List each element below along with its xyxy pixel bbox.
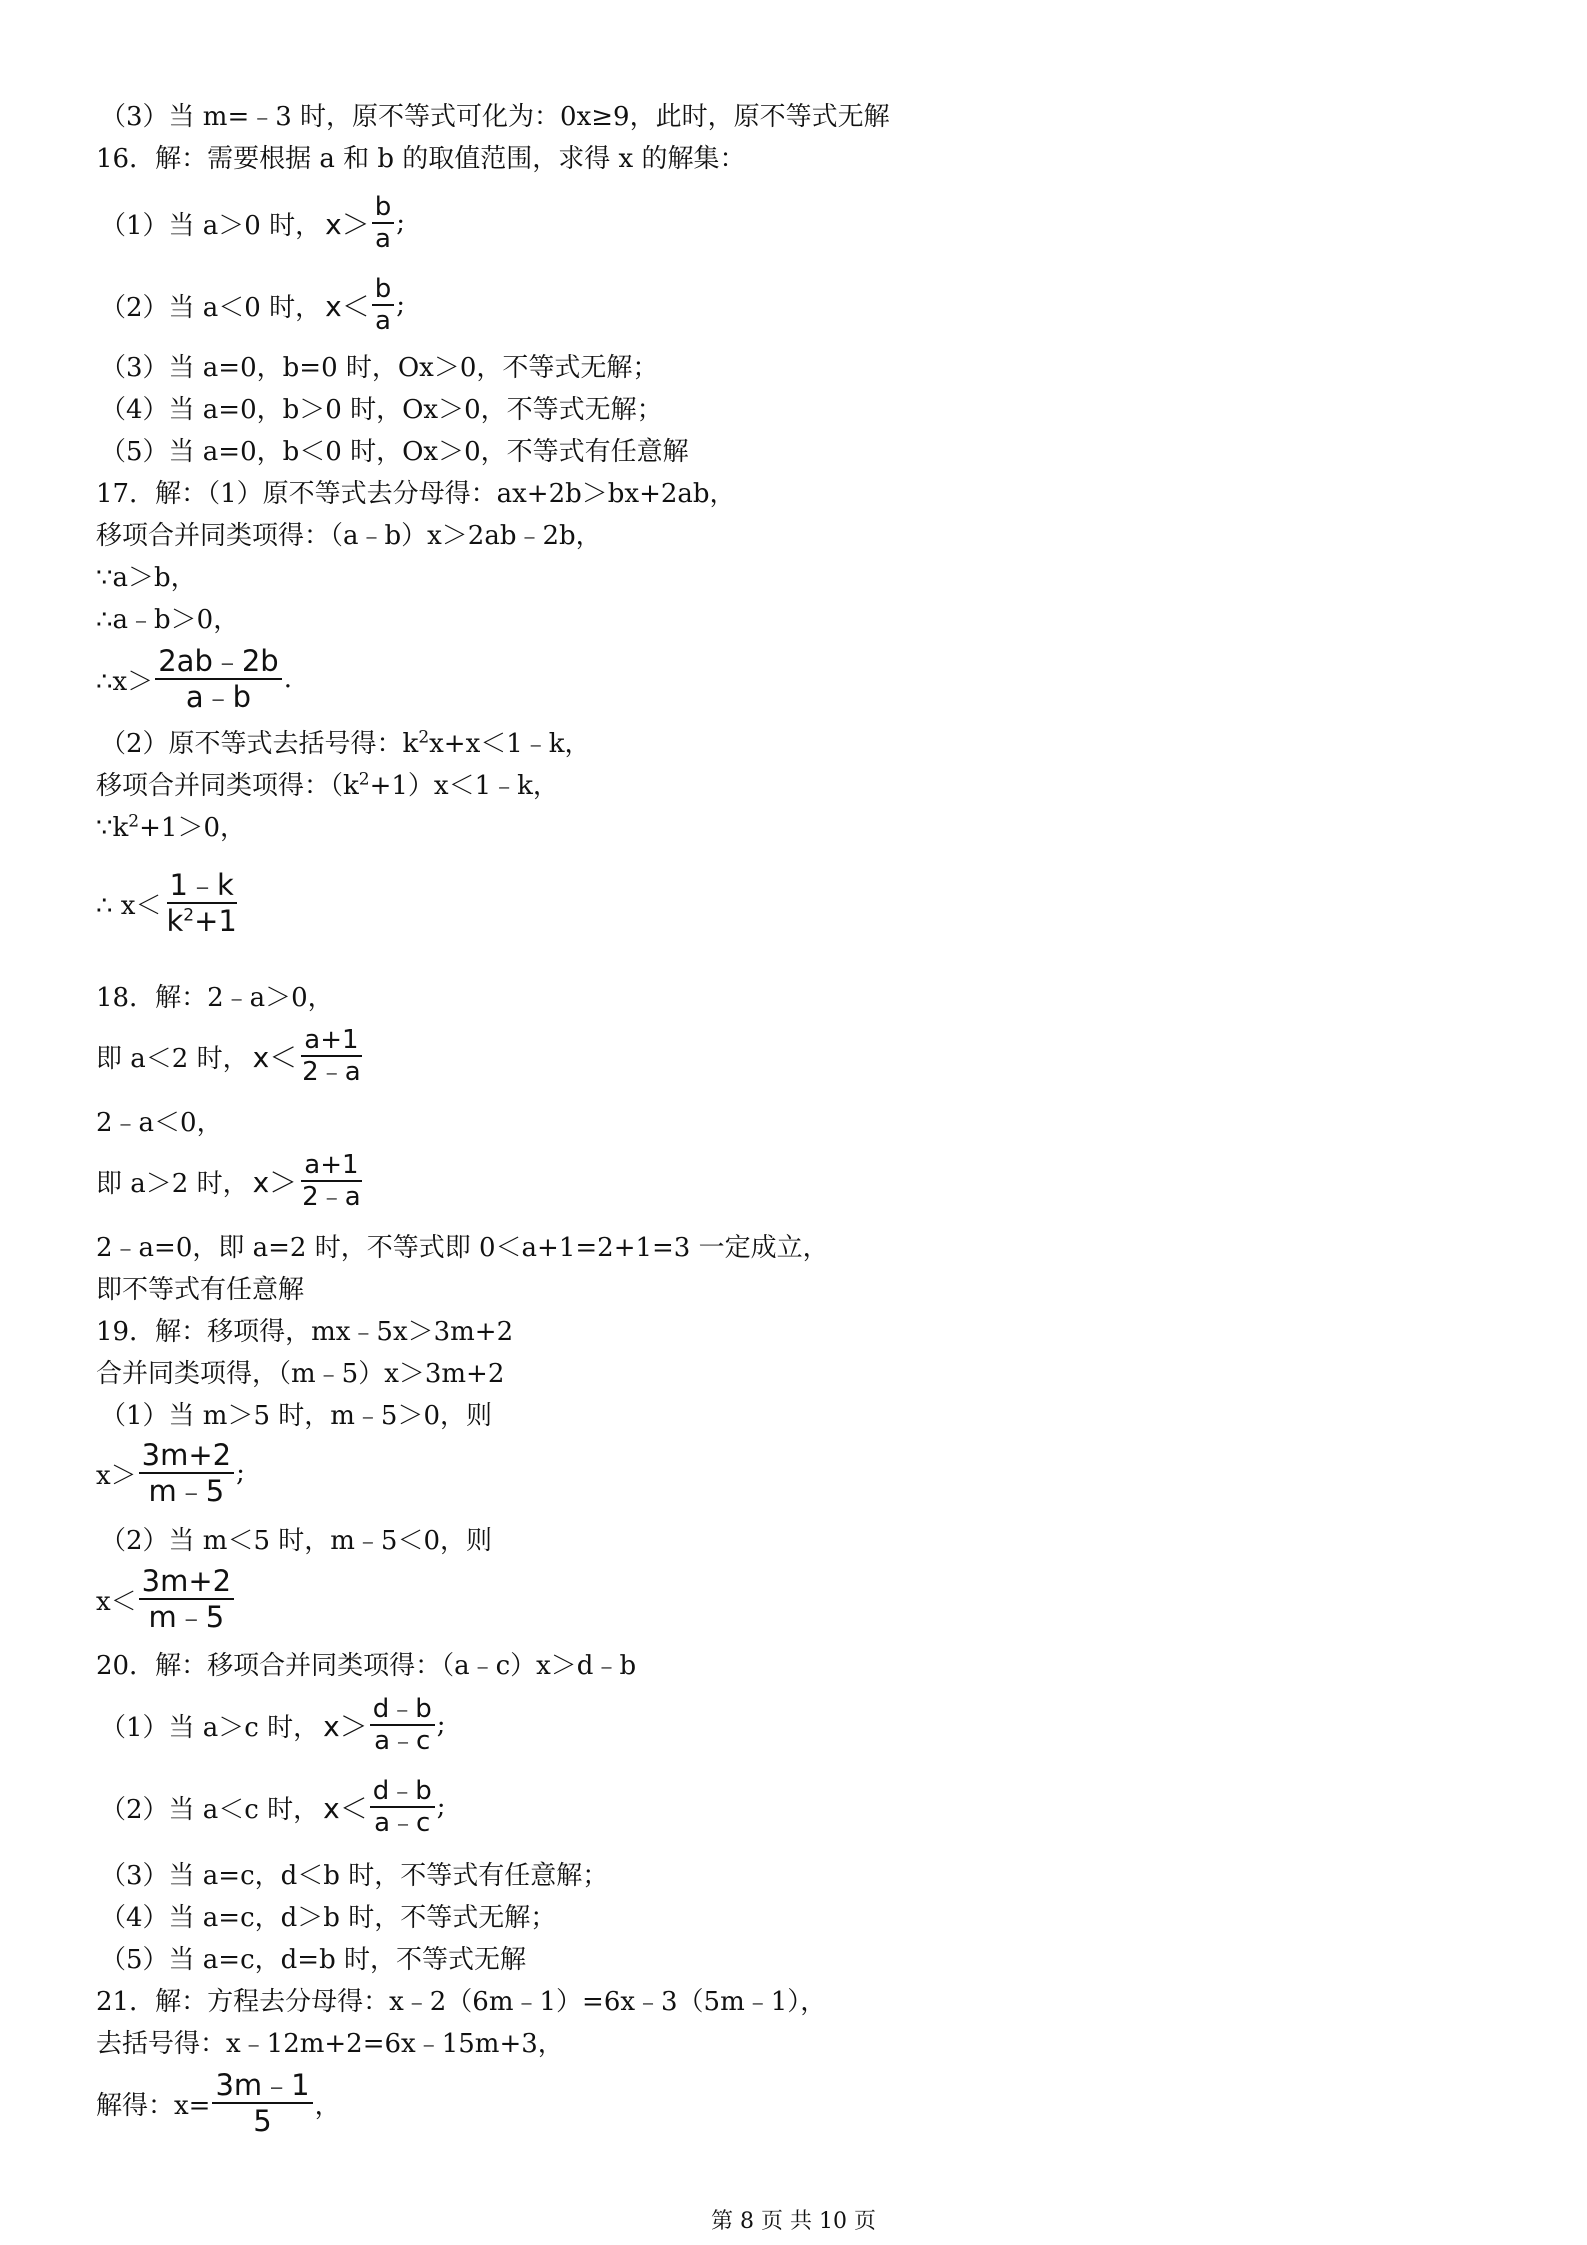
formula-line (96, 1564, 236, 1634)
punct: ; (436, 1710, 446, 1740)
formula-line (100, 192, 405, 254)
punct: ; (396, 208, 405, 238)
text: x＞ (96, 1460, 137, 1491)
exponent: 2 (358, 769, 370, 790)
denominator: a﹣c (374, 1726, 431, 1756)
formula-line (100, 1776, 446, 1838)
numerator: a+1 (301, 1150, 361, 1182)
denominator: a﹣b (185, 680, 252, 714)
formula-line (100, 1694, 446, 1756)
problem-17-heading: 17．解：（1）原不等式去分母得：ax+2b＞bx+2ab， (96, 479, 736, 509)
page-footer: 第 8 页 共 10 页 (711, 2209, 876, 2234)
problem-18-heading: 18．解：2﹣a＞0， (96, 983, 334, 1013)
text-line: 2﹣a=0，即 a=2 时，不等式即 0＜a+1=2+1=3 一定成立， (96, 1233, 829, 1263)
text-line: （4）当 a=0，b＞0 时，Ox＞0，不等式无解； (100, 395, 663, 425)
punct: ; (436, 1792, 446, 1822)
formula-line (96, 644, 292, 714)
denominator: 5 (253, 2104, 272, 2138)
text-line: ∴a﹣b＞0， (96, 605, 240, 635)
math-lhs: x＜ (325, 290, 370, 323)
math-lhs: x＞ (252, 1166, 298, 1199)
numerator: b (372, 274, 395, 306)
text: （1）当 a＞c 时， (100, 1712, 320, 1743)
text-line: （4）当 a=c，d＞b 时，不等式无解； (100, 1903, 557, 1933)
math-lhs: x＜ (323, 1792, 368, 1825)
denominator: 2﹣a (302, 1182, 361, 1212)
problem-21-heading: 21．解：方程去分母得：x﹣2（6m﹣1）=6x﹣3（5m﹣1）， (96, 1987, 827, 2017)
denominator: m﹣5 (148, 1600, 225, 1634)
fraction (163, 868, 239, 938)
numerator: 3m+2 (139, 1438, 234, 1474)
problem-16-heading: 16．解：需要根据 a 和 b 的取值范围，求得 x 的解集： (96, 144, 746, 174)
formula-line (96, 1025, 366, 1087)
numerator: 1﹣k (167, 868, 237, 904)
fraction (139, 1564, 234, 1634)
text-line: （3）当 m=﹣3 时，原不等式可化为：0x≥9，此时，原不等式无解 (100, 102, 890, 132)
punct: ; (396, 290, 405, 320)
exponent: 2 (128, 811, 140, 832)
fraction (372, 274, 395, 336)
formula-line (96, 1150, 366, 1212)
text: 解得：x= (96, 2090, 211, 2121)
denominator: a (374, 224, 391, 254)
text-line: 2﹣a＜0， (96, 1108, 223, 1138)
den-base: k (166, 904, 184, 938)
numerator: a+1 (301, 1025, 361, 1057)
formula-line (96, 868, 242, 938)
text-line: ∵a＞b， (96, 563, 197, 593)
text-line: 移项合并同类项得：（a﹣b）x＞2ab﹣2b， (96, 521, 602, 551)
punct: ; (236, 1458, 245, 1488)
text-line (96, 811, 246, 845)
text: 即 a＞2 时， (96, 1168, 249, 1199)
denominator (163, 904, 239, 938)
text: （2）当 a＜c 时， (100, 1794, 320, 1825)
numerator: d﹣b (370, 1776, 435, 1808)
text-line (96, 769, 559, 803)
text-line: 合并同类项得，（m﹣5）x＞3m+2 (96, 1359, 505, 1389)
formula-line (100, 274, 405, 336)
problem-20-heading: 20．解：移项合并同类项得：（a﹣c）x＞d﹣b (96, 1651, 637, 1681)
text-line: （2）当 m＜5 时，m﹣5＜0，则 (100, 1526, 493, 1556)
text: +1＞0， (139, 813, 246, 843)
formula-line (96, 1438, 245, 1508)
fraction (370, 1694, 435, 1756)
math-lhs: x＞ (325, 208, 370, 241)
fraction (299, 1150, 363, 1212)
text-line: （5）当 a=0，b＜0 时，Ox＞0，不等式有任意解 (100, 437, 689, 467)
fraction (139, 1438, 234, 1508)
numerator: d﹣b (370, 1694, 435, 1726)
text: （1）当 a＞0 时， (100, 210, 322, 241)
problem-19-heading: 19．解：移项得，mx﹣5x＞3m+2 (96, 1317, 514, 1347)
denominator: 2﹣a (302, 1057, 361, 1087)
formula-line (96, 2068, 341, 2138)
text: +1）x＜1﹣k， (369, 771, 559, 801)
text: ∴ x＜ (96, 890, 162, 921)
text-line: （3）当 a=0，b=0 时，Ox＞0，不等式无解； (100, 353, 659, 383)
text: 移项合并同类项得：（k (96, 771, 359, 801)
exponent: 2 (418, 727, 430, 748)
numerator: 2ab﹣2b (155, 644, 282, 680)
text-line: （1）当 m＞5 时，m﹣5＞0，则 (100, 1401, 493, 1431)
text: x+x＜1﹣k， (429, 729, 591, 759)
fraction (212, 2068, 312, 2138)
text: ∵k (96, 813, 129, 843)
den-rest: +1 (194, 904, 237, 938)
denominator: a (374, 306, 391, 336)
text: 即 a＜2 时， (96, 1043, 249, 1074)
punct: . (283, 664, 292, 694)
fraction (372, 192, 395, 254)
fraction (299, 1025, 363, 1087)
denominator: a﹣c (374, 1808, 431, 1838)
text: （2）当 a＜0 时， (100, 292, 322, 323)
text-line: （5）当 a=c，d=b 时，不等式无解 (100, 1945, 526, 1975)
fraction (370, 1776, 435, 1838)
numerator: 3m+2 (139, 1564, 234, 1600)
math-lhs: x＜ (252, 1041, 298, 1074)
math-lhs: x＞ (323, 1710, 368, 1743)
text-line: 即不等式有任意解 (96, 1275, 305, 1305)
numerator: b (372, 192, 395, 224)
text-line: （3）当 a=c，d＜b 时，不等式有任意解； (100, 1861, 609, 1891)
denominator: m﹣5 (148, 1474, 225, 1508)
text: x＜ (96, 1586, 137, 1617)
text-line (100, 727, 591, 761)
numerator: 3m﹣1 (212, 2068, 312, 2104)
fraction (155, 644, 282, 714)
punct: ， (314, 2090, 341, 2121)
exponent: 2 (183, 905, 195, 926)
text: ∴x＞ (96, 666, 154, 697)
text: （2）原不等式去括号得：k (100, 729, 419, 759)
text-line: 去括号得：x﹣12m+2=6x﹣15m+3， (96, 2029, 564, 2059)
